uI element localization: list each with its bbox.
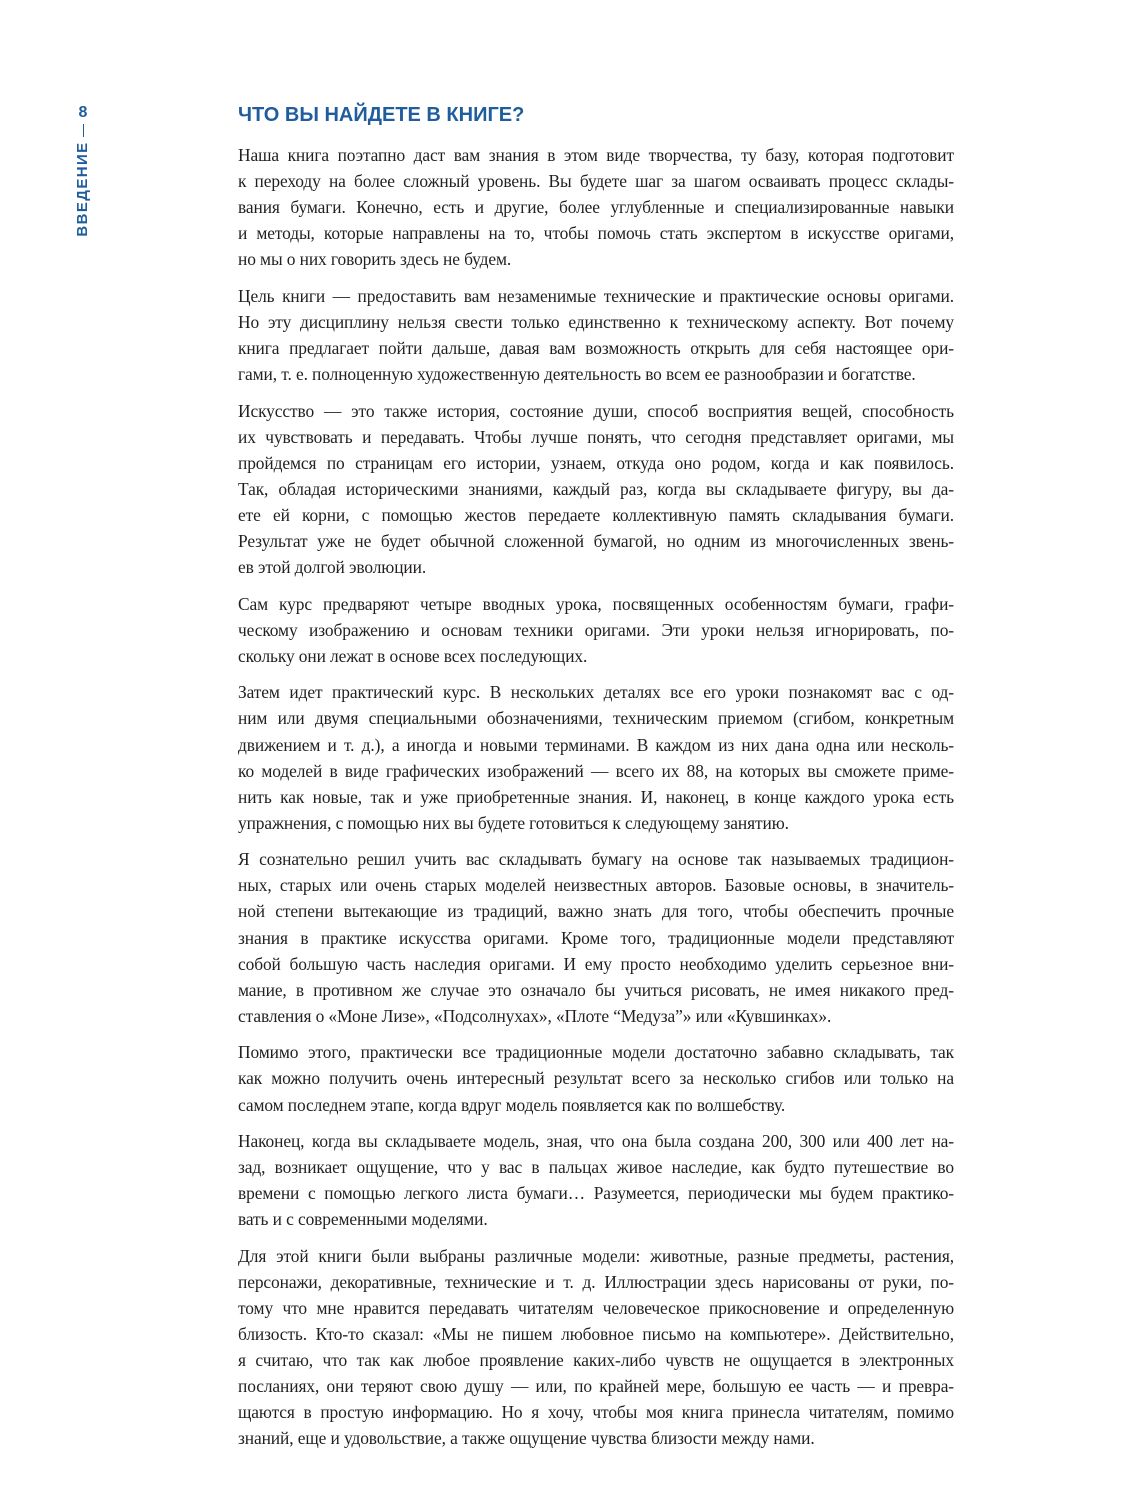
paragraph <box>238 846 954 1029</box>
paragraph <box>238 398 954 581</box>
text-line: тому что мне нравится передавать читателям человеческое прикосновение и определенную <box>238 1297 954 1318</box>
text-line: книга предлагает пойти дальше, давая вам возможность открыть для себя настоящее ори- <box>238 338 954 359</box>
text-line: пройдемся по страницам его истории, узнаем, откуда оно родом, когда и как появилось. <box>238 452 954 473</box>
paragraph <box>238 1039 954 1117</box>
text-line: Наконец, когда вы складываете модель, зная, что она была создана 200, 300 или 400 лет на- <box>238 1131 954 1152</box>
body-text <box>238 142 954 1452</box>
text-line: Так, обладая историческими знаниями, каждый раз, когда вы складываете фигуру, вы да- <box>238 478 954 499</box>
paragraph <box>238 1128 954 1232</box>
text-line: персонажи, декоративные, технические и т. д. Иллюстрации здесь нарисованы от руки, по- <box>238 1271 954 1292</box>
paragraph <box>238 142 954 272</box>
text-line: как можно получить очень интересный результат всего за несколько сгибов или только на <box>238 1068 954 1089</box>
text-line: ческому изображению и основам техники оригами. Эти уроки нельзя игнорировать, по- <box>238 619 954 640</box>
text-line: ко моделей в виде графических изображений — всего их 88, на которых вы сможете приме- <box>238 760 954 781</box>
text-line: движением и т. д.), а иногда и новыми терминами. В каждом из них дана одна или несколь- <box>238 734 954 755</box>
paragraph <box>238 679 954 836</box>
text-line: знаний, еще и удовольствие, а также ощущение чувства близости между нами. <box>238 1428 815 1449</box>
text-line: вания бумаги. Конечно, есть и другие, более углубленные и специализированные навыки <box>238 197 954 218</box>
text-line: мание, в противном же случае это означало бы учиться рисовать, не имея никакого пред- <box>238 979 954 1000</box>
text-line: зад, возникает ощущение, что у вас в пальцах живое наследие, как будто путешествие во <box>238 1157 954 1178</box>
text-line: я считаю, что так как любое проявление каких-либо чувств не ощущается в электронных <box>238 1350 954 1371</box>
page-heading: ЧТО ВЫ НАЙДЕТЕ В КНИГЕ? <box>238 104 525 126</box>
text-line: Искусство — это также история, состояние души, способ восприятия вещей, способность <box>238 400 954 421</box>
text-line: Но эту дисциплину нельзя свести только единственно к техническому аспекту. Вот почему <box>238 311 954 332</box>
text-line: Результат уже не будет обычной сложенной бумагой, но одним из многочисленных звень- <box>238 531 954 552</box>
text-line: но мы о них говорить здесь не будем. <box>238 249 512 270</box>
text-line: самом последнем этапе, когда вдруг модель появляется как по волшебству. <box>238 1094 786 1115</box>
text-line: близость. Кто-то сказал: «Мы не пишем любовное письмо на компьютере». Действительно, <box>238 1324 954 1345</box>
text-line: и методы, которые направлены на то, чтобы помочь стать экспертом в искусстве оригами, <box>238 223 954 244</box>
text-line: щаются в простую информацию. Но я хочу, чтобы моя книга принесла читателям, помимо <box>238 1402 954 1423</box>
text-line: посланиях, они теряют свою душу — или, по крайней мере, большую ее часть — и превра- <box>238 1376 954 1397</box>
text-line: Я сознательно решил учить вас складывать бумагу на основе так называемых традицион- <box>238 849 954 870</box>
text-line: ных, старых или очень старых моделей неизвестных авторов. Базовые основы, в значитель- <box>238 875 954 896</box>
text-line: ете ей корни, с помощью жестов передаете коллективную память складывания бумаги. <box>238 505 954 525</box>
paragraph <box>238 591 954 669</box>
page-number-divider <box>83 124 84 137</box>
text-line: их чувствовать и передавать. Чтобы лучше понять, что сегодня представляет оригами, мы <box>238 426 954 447</box>
section-label: ВВЕДЕНИЕ <box>74 141 91 237</box>
text-line: ставления о «Моне Лизе», «Подсолнухах», «Плоте “Медуза”» или «Кувшинках». <box>238 1005 832 1026</box>
paragraph <box>238 283 954 387</box>
text-line: ним или двумя специальными обозначениями, техническим приемом (сгибом, конкретным <box>238 708 954 729</box>
text-line: упражнения, с помощью них вы будете готовиться к следующему занятию. <box>238 812 789 833</box>
text-line: Сам курс предваряют четыре вводных урока, посвященных особенностям бумаги, графи- <box>238 593 954 614</box>
text-line: Наша книга поэтапно даст вам знания в этом виде творчества, ту базу, которая подготовит <box>238 145 954 165</box>
text-line: скольку они лежат в основе всех последующих. <box>238 645 588 666</box>
text-line: Затем идет практический курс. В нескольких деталях все его уроки познакомят вас с од- <box>238 682 954 703</box>
text-line: вать и с современными моделями. <box>238 1209 488 1230</box>
text-line: гами, т. е. полноценную художественную деятельность во всем ее разнообразии и богатстве. <box>238 364 916 385</box>
text-line: собой большую часть наследия оригами. И ему просто необходимо уделить серьезное вни- <box>238 953 954 974</box>
text-line: времени с помощью легкого листа бумаги… Разумеется, периодически мы будем практико- <box>238 1183 954 1204</box>
text-line: Цель книги — предоставить вам незаменимые технические и практические основы оригами. <box>238 285 954 306</box>
text-line: Помимо этого, практически все традиционные модели достаточно забавно складывать, так <box>238 1042 954 1063</box>
paragraph <box>238 1243 954 1452</box>
text-line: ев этой долгой эволюции. <box>238 557 427 578</box>
text-line: к переходу на более сложный уровень. Вы будете шаг за шагом осваивать процесс склады- <box>238 171 954 192</box>
text-line: Для этой книги были выбраны различные модели: животные, разные предметы, растения, <box>238 1245 954 1266</box>
text-line: знания в практике искусства оригами. Кроме того, традиционные модели представляют <box>238 927 954 948</box>
text-line: ной степени вытекающие из традиций, важно знать для того, чтобы обеспечить прочные <box>238 901 954 922</box>
main-content <box>238 102 954 1462</box>
text-line: нить как новые, так и уже приобретенные знания. И, наконец, в конце каждого урока есть <box>238 786 954 807</box>
page-number: 8 <box>78 104 88 121</box>
